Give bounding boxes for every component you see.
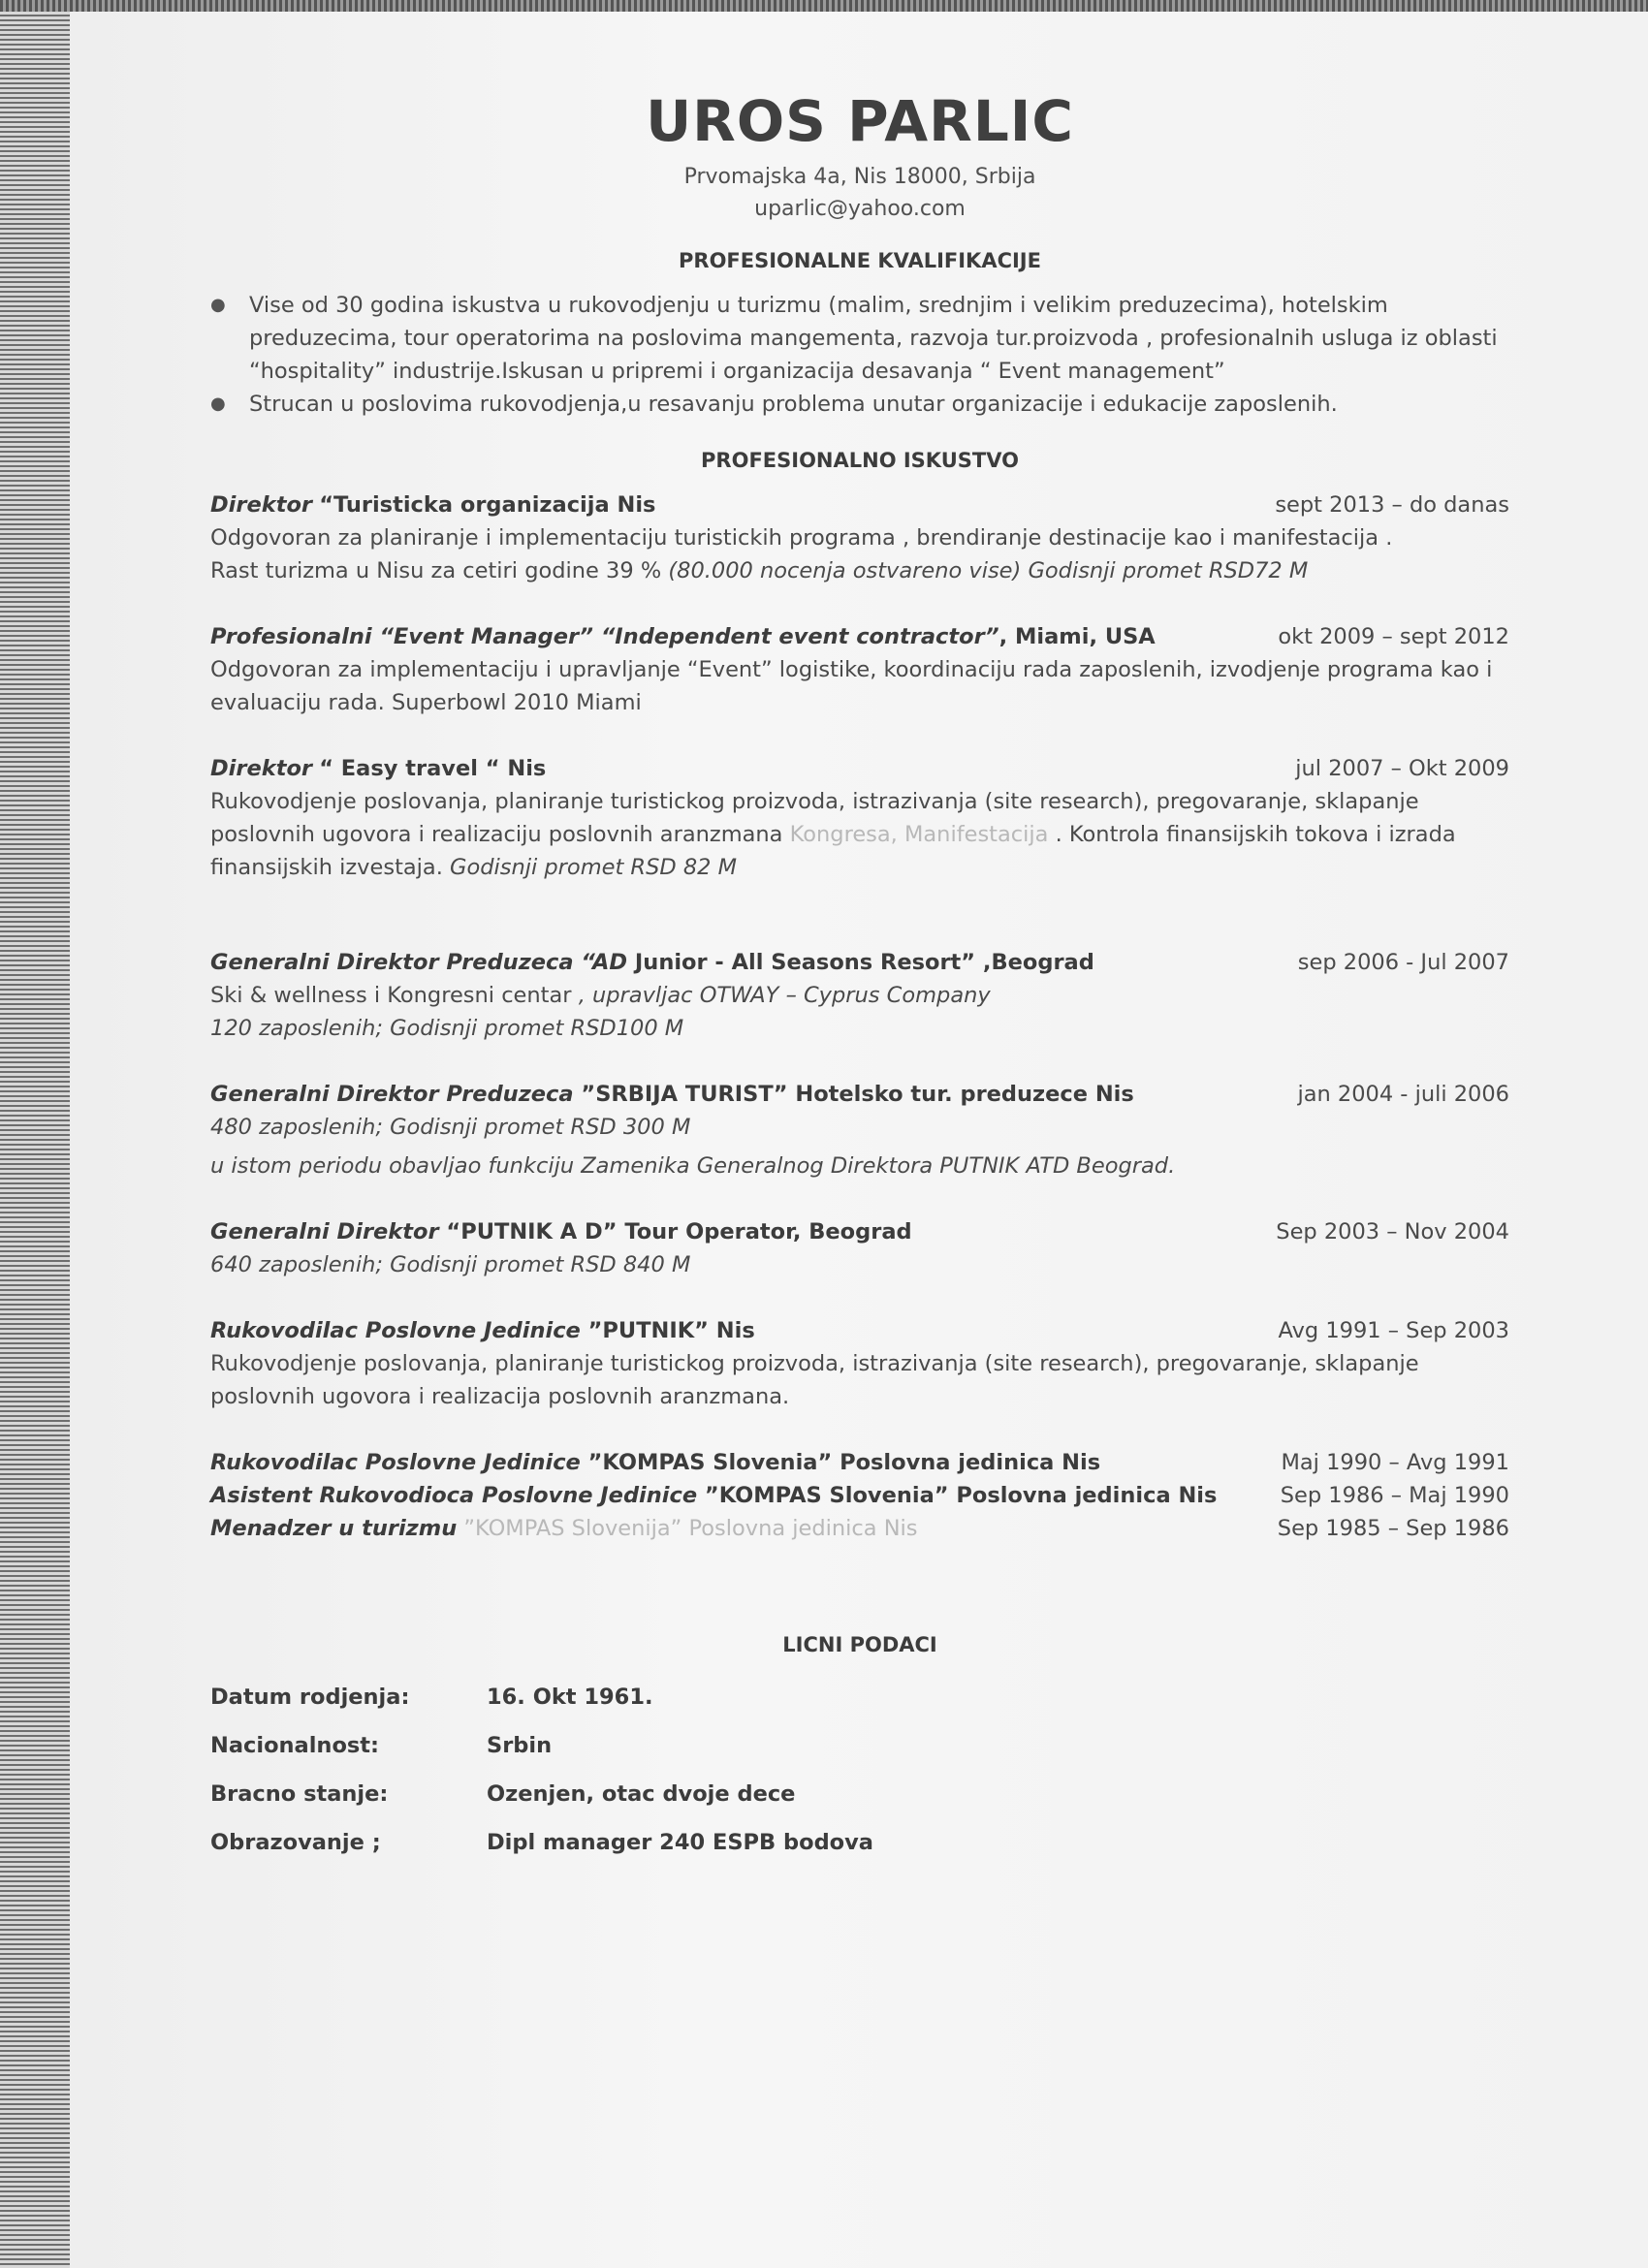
job-title: Direktor: [210, 756, 313, 781]
job-description: Odgovoran za planiranje i implementaciju turistickih programa , brendiranje destinacije kao i manifestacija .: [210, 525, 1393, 551]
email: uparlic@yahoo.com: [754, 197, 966, 221]
job-org: “PUTNIK A D” Tour Operator, Beograd: [438, 1219, 912, 1244]
job-header: [210, 1479, 1509, 1512]
job-entry: [210, 1314, 1509, 1413]
personal-value: Dipl manager 240 ESPB bodova: [487, 1830, 873, 1855]
job-title: Generalni Direktor Preduzeca: [210, 1082, 574, 1107]
job-org: “Turisticka organizacija Nis: [319, 492, 656, 518]
job-entry: [210, 620, 1509, 719]
scan-top-edge: [0, 0, 1648, 12]
job-org: ”KOMPAS Slovenija” Poslovna jedinica Nis: [457, 1516, 918, 1541]
job-entry: [210, 1078, 1509, 1182]
job-title: Menadzer u turizmu: [210, 1516, 458, 1541]
job-header: [210, 620, 1509, 653]
job-org: “ Easy travel “ Nis: [319, 756, 547, 781]
job-description: Odgovoran za implementaciju i upravljanje “Event” logistike, koordinaciju rada zaposlenih, izvodjenje programa kao i evaluaciju rada. Superbowl 2010 Miami: [210, 657, 1493, 715]
job-description: 480 zaposlenih; Godisnji promet RSD 300 M: [210, 1115, 691, 1140]
address: Prvomajska 4a, Nis 18000, Srbija: [683, 165, 1036, 189]
personal-label: Nacionalnost:: [210, 1733, 380, 1758]
job-entry: [210, 1215, 1509, 1281]
job-description: Rukovodjenje poslovanja, planiranje turistickog proizvoda, istrazivanja (site research), pregovaranje, sklapanje poslovnih ugovora i realizaciju poslovnih aranzmana Kongresa, Manifestacija . Kontrola finansijskih tokova i izrada finansijskih izvestaja. Godisnji promet RSD 82 M: [210, 789, 1456, 880]
qualifications-list: [210, 289, 1509, 421]
personal-value: Srbin: [487, 1733, 553, 1758]
scan-edge: [0, 0, 70, 2268]
qualification-item: ● Strucan u poslovima rukovodjenja,u resavanju problema unutar organizacije i edukacije zaposlenih.: [249, 388, 1509, 421]
job-date: Sep 1986 – Maj 1990: [1280, 1483, 1509, 1508]
job-title: Asistent Rukovodioca Poslovne Jedinice: [210, 1483, 698, 1508]
job-header: [210, 1314, 1509, 1347]
qualification-item: ● Vise od 30 godina iskustva u rukovodjenju u turizmu (malim, srednjim i velikim preduzecima), hotelskim preduzecima, tour operatorima na poslovima mangementa, razvoja tur.proizvoda , profesionalnih usluga iz oblasti “hospitality” industrije.Iskusan u pripremi i organizacija desavanja “ Event management”: [249, 289, 1509, 388]
job-title: Generalni Direktor: [210, 1219, 439, 1244]
job-header: [210, 752, 1509, 785]
job-header: [210, 1215, 1509, 1248]
job-org: ”KOMPAS Slovenia” Poslovna jedinica Nis: [580, 1450, 1101, 1475]
personal-row: [210, 1770, 873, 1818]
job-entry: [210, 488, 1509, 587]
personal-title: LICNI PODACI: [782, 1633, 937, 1656]
job-description: Rast turizma u Nisu za cetiri godine 39 % (80.000 nocenja ostvareno vise) Godisnji promet RSD72 M: [210, 558, 1309, 583]
personal-row: [210, 1673, 873, 1721]
resume-content: [210, 68, 1509, 1867]
job-date: sep 2006 - Jul 2007: [1297, 950, 1509, 975]
job-date: jul 2007 – Okt 2009: [1295, 756, 1509, 781]
bullet-icon: ●: [210, 295, 226, 315]
job-date: Sep 1985 – Sep 1986: [1277, 1516, 1509, 1541]
job-date: sept 2013 – do danas: [1275, 492, 1509, 518]
personal-value: Ozenjen, otac dvoje dece: [487, 1781, 796, 1807]
job-org: ”SRBIJA TURIST” Hotelsko tur. preduzece Nis: [573, 1082, 1134, 1107]
job-date: Maj 1990 – Avg 1991: [1281, 1450, 1509, 1475]
bullet-icon: ●: [210, 394, 226, 414]
personal-row: [210, 1818, 873, 1867]
resume-page: [70, 12, 1648, 2268]
job-description: u istom periodu obavljao funkciju Zamenika Generalnog Direktora PUTNIK ATD Beograd.: [210, 1153, 1176, 1179]
job-header: [210, 1446, 1509, 1479]
personal-row: [210, 1721, 873, 1770]
job-description: Ski & wellness i Kongresni centar , upravljac OTWAY – Cyprus Company: [210, 983, 991, 1008]
job-header: [210, 1512, 1509, 1545]
job-header: [210, 946, 1509, 979]
job-description: 640 zaposlenih; Godisnji promet RSD 840 M: [210, 1252, 691, 1277]
job-org: , Miami, USA: [998, 624, 1156, 649]
job-date: Sep 2003 – Nov 2004: [1276, 1219, 1509, 1244]
job-entry: [210, 946, 1509, 1045]
job-title: Generalni Direktor Preduzeca “AD: [210, 950, 628, 975]
job-header: [210, 1078, 1509, 1111]
compact-job-list: [210, 1446, 1509, 1545]
job-date: jan 2004 - juli 2006: [1297, 1082, 1509, 1107]
job-title: Rukovodilac Poslovne Jedinice: [210, 1450, 581, 1475]
personal-value: 16. Okt 1961.: [487, 1685, 653, 1710]
personal-label: Obrazovanje ;: [210, 1830, 381, 1855]
job-date: Avg 1991 – Sep 2003: [1278, 1318, 1509, 1343]
job-title: Direktor: [210, 492, 313, 518]
personal-label: Bracno stanje:: [210, 1781, 389, 1807]
job-title: Rukovodilac Poslovne Jedinice: [210, 1318, 581, 1343]
job-description: Rukovodjenje poslovanja, planiranje turistickog proizvoda, istrazivanja (site research), pregovaranje, sklapanje poslovnih ugovora i realizacija poslovnih aranzmana.: [210, 1351, 1419, 1409]
personal-label: Datum rodjenja:: [210, 1685, 410, 1710]
job-org: ”PUTNIK” Nis: [580, 1318, 755, 1343]
applicant-name: UROS PARLIC: [646, 88, 1074, 154]
qualifications-title: PROFESIONALNE KVALIFIKACIJE: [679, 249, 1041, 272]
job-header: [210, 488, 1509, 521]
job-entry: [210, 752, 1509, 884]
job-org: ”KOMPAS Slovenia” Poslovna jedinica Nis: [697, 1483, 1218, 1508]
job-date: okt 2009 – sept 2012: [1278, 624, 1509, 649]
job-description: 120 zaposlenih; Godisnji promet RSD100 M: [210, 1016, 684, 1041]
job-title: Profesionalni “Event Manager” “Independent event contractor”: [210, 624, 999, 649]
personal-data-table: [210, 1673, 873, 1867]
experience-title: PROFESIONALNO ISKUSTVO: [701, 449, 1019, 472]
job-org: Junior - All Seasons Resort” ,Beograd: [627, 950, 1094, 975]
spacer: [210, 917, 1509, 946]
